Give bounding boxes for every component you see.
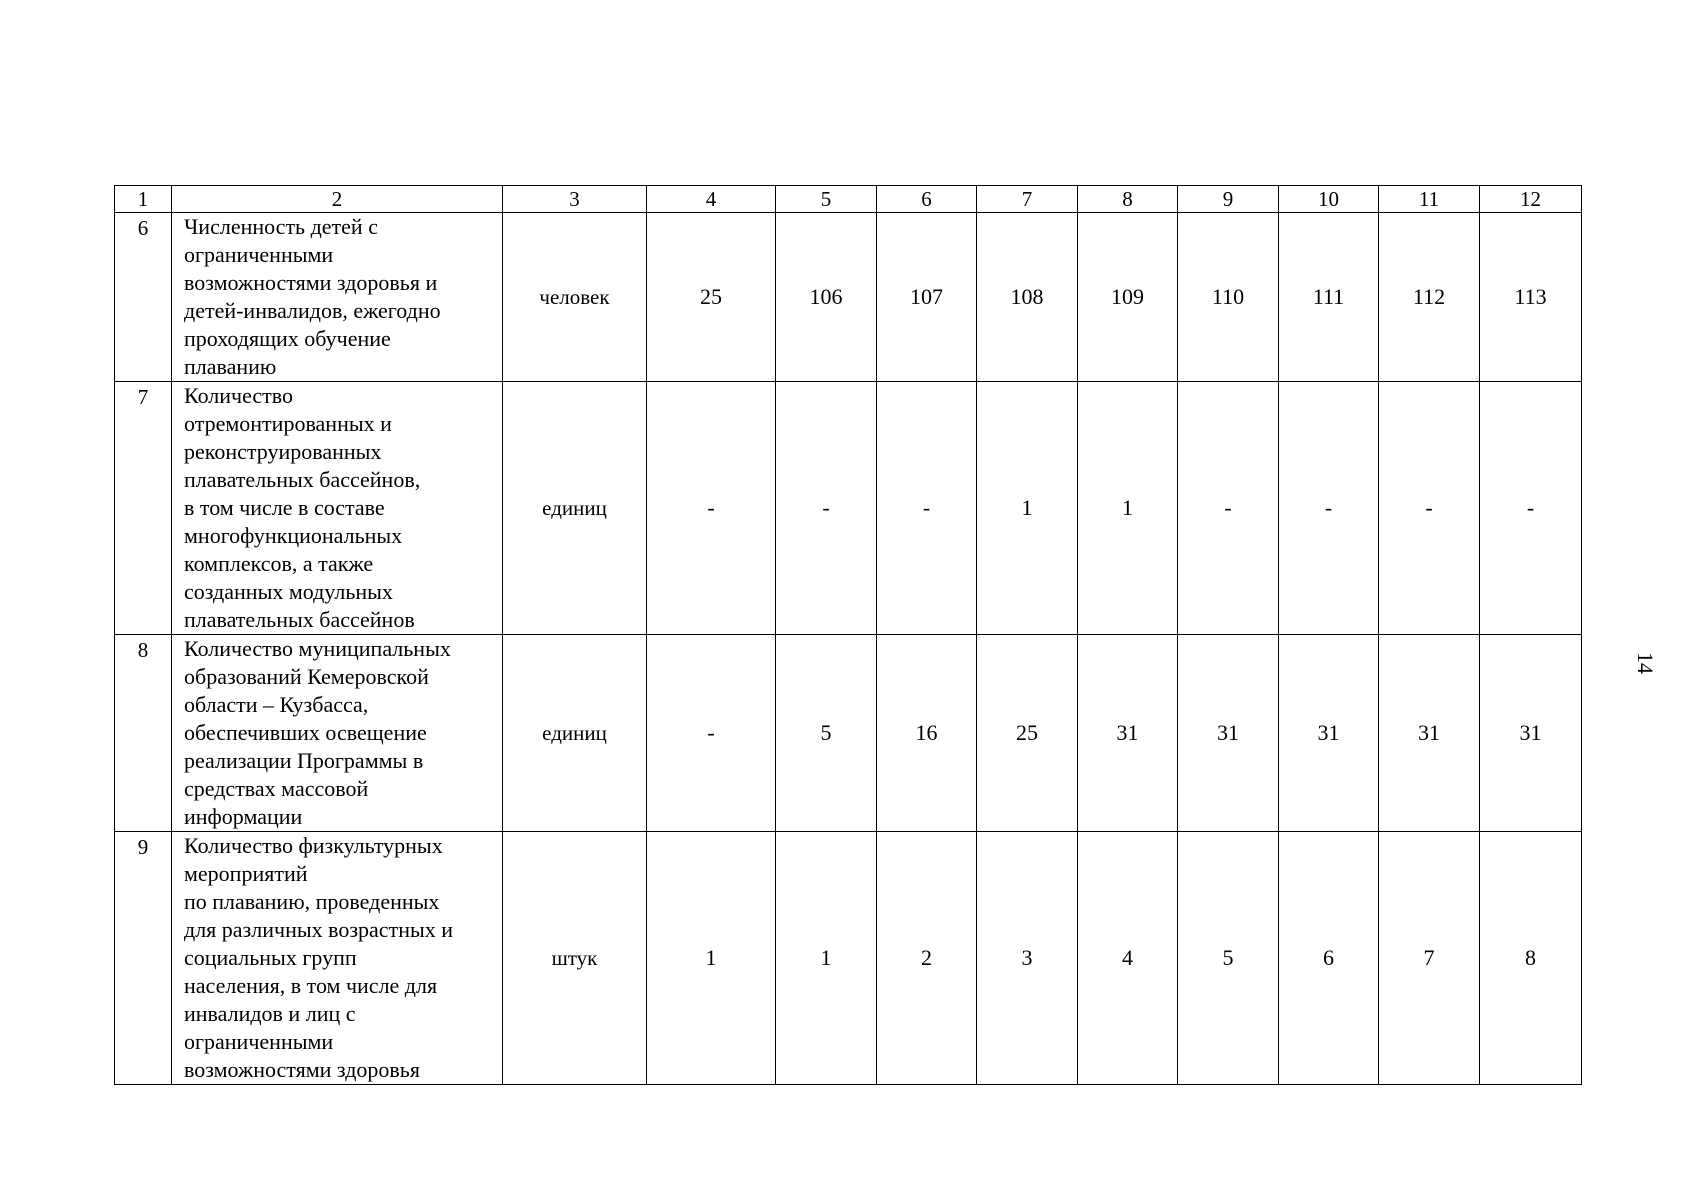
header-cell: 6	[877, 186, 977, 213]
table-row	[115, 832, 1582, 1085]
indicator-name: Количество физкультурных мероприятий по плаванию, проведенных для различных возрастных и социальных групп населения, в том числе для инвалидов и лиц с ограниченными возможностями здоровья	[172, 832, 503, 1085]
row-number: 6	[115, 213, 172, 382]
table-row	[115, 213, 1582, 382]
value-cell: 5	[1178, 832, 1279, 1085]
header-cell: 9	[1178, 186, 1279, 213]
header-row	[115, 186, 1582, 213]
value-cell: -	[877, 382, 977, 635]
unit-cell: единиц	[503, 635, 647, 832]
header-cell: 11	[1379, 186, 1480, 213]
value-cell: 16	[877, 635, 977, 832]
value-cell: 113	[1480, 213, 1582, 382]
row-number: 7	[115, 382, 172, 635]
unit-cell: человек	[503, 213, 647, 382]
value-cell: 107	[877, 213, 977, 382]
value-cell: -	[1379, 382, 1480, 635]
value-cell: 1	[1078, 382, 1178, 635]
value-cell: 108	[977, 213, 1078, 382]
unit-cell: штук	[503, 832, 647, 1085]
header-cell: 10	[1279, 186, 1379, 213]
value-cell: 3	[977, 832, 1078, 1085]
value-cell: 25	[977, 635, 1078, 832]
indicator-name: Численность детей с ограниченными возможностями здоровья и детей-инвалидов, ежегодно проходящих обучение плаванию	[172, 213, 503, 382]
unit-cell: единиц	[503, 382, 647, 635]
value-cell: 25	[647, 213, 776, 382]
value-cell: 31	[1178, 635, 1279, 832]
header-cell: 2	[172, 186, 503, 213]
value-cell: 110	[1178, 213, 1279, 382]
value-cell: -	[1279, 382, 1379, 635]
indicators-table	[114, 185, 1582, 1085]
value-cell: 112	[1379, 213, 1480, 382]
header-cell: 3	[503, 186, 647, 213]
header-cell: 4	[647, 186, 776, 213]
page-number: 14	[1633, 652, 1658, 674]
value-cell: 4	[1078, 832, 1178, 1085]
value-cell: -	[1480, 382, 1582, 635]
value-cell: -	[1178, 382, 1279, 635]
value-cell: -	[776, 382, 877, 635]
value-cell: 31	[1279, 635, 1379, 832]
indicator-name: Количество муниципальных образований Кемеровской области – Кузбасса, обеспечивших освещение реализации Программы в средствах массовой информации	[172, 635, 503, 832]
value-cell: 109	[1078, 213, 1178, 382]
value-cell: -	[647, 382, 776, 635]
row-number: 8	[115, 635, 172, 832]
value-cell: 31	[1078, 635, 1178, 832]
value-cell: 6	[1279, 832, 1379, 1085]
table-row	[115, 635, 1582, 832]
indicator-name: Количество отремонтированных и реконструированных плавательных бассейнов, в том числе в составе многофункциональных комплексов, а также созданных модульных плавательных бассейнов	[172, 382, 503, 635]
row-number: 9	[115, 832, 172, 1085]
value-cell: 7	[1379, 832, 1480, 1085]
header-cell: 5	[776, 186, 877, 213]
value-cell: 5	[776, 635, 877, 832]
value-cell: 111	[1279, 213, 1379, 382]
value-cell: 8	[1480, 832, 1582, 1085]
table-row	[115, 382, 1582, 635]
header-cell: 8	[1078, 186, 1178, 213]
value-cell: 1	[647, 832, 776, 1085]
value-cell: 1	[977, 382, 1078, 635]
header-cell: 12	[1480, 186, 1582, 213]
value-cell: 1	[776, 832, 877, 1085]
header-cell: 1	[115, 186, 172, 213]
value-cell: -	[647, 635, 776, 832]
value-cell: 31	[1379, 635, 1480, 832]
value-cell: 2	[877, 832, 977, 1085]
header-cell: 7	[977, 186, 1078, 213]
value-cell: 106	[776, 213, 877, 382]
value-cell: 31	[1480, 635, 1582, 832]
